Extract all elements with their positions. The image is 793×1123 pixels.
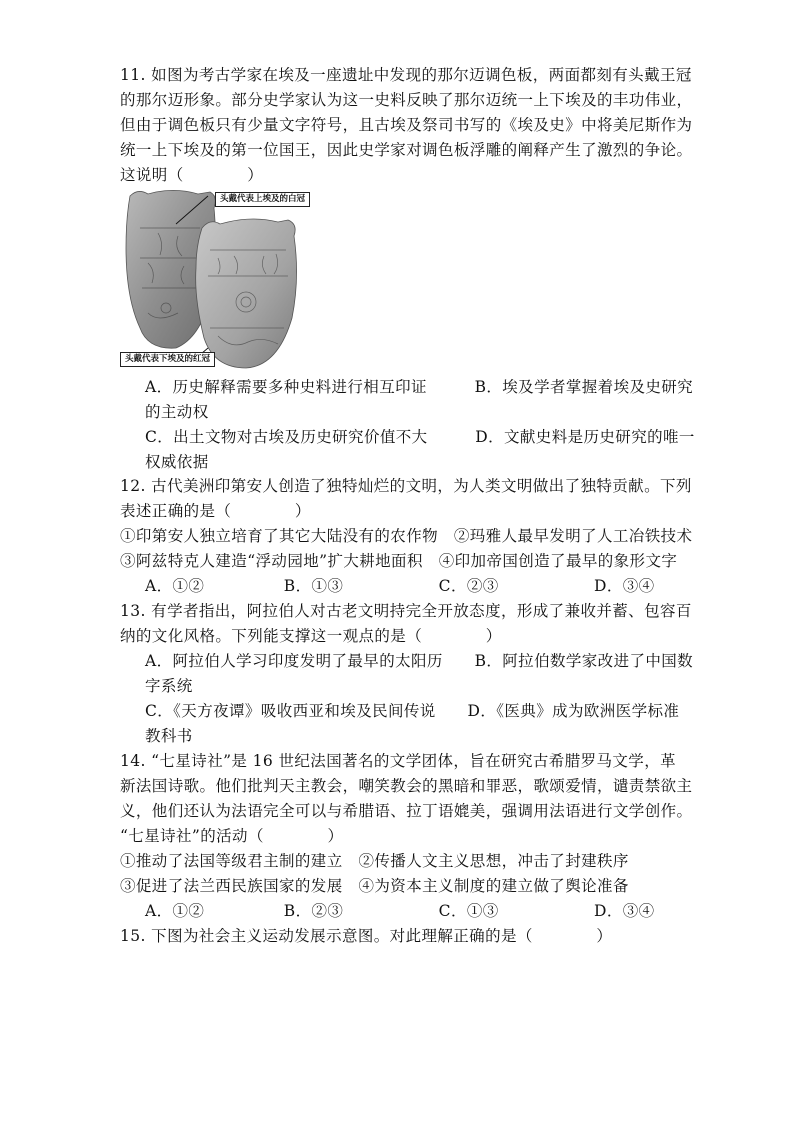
q14-stem-line: “七星诗社”的活动（ ） [120, 827, 344, 845]
q11-stem-line: 统一上下埃及的第一位国王，因此史学家对调色板浮雕的阐释产生了激烈的争论。 [120, 141, 693, 159]
q15-stem-line: 15. 下图为社会主义运动发展示意图。对此理解正确的是（ ） [120, 927, 613, 945]
red-crown-caption: 头戴代表下埃及的红冠 [120, 352, 215, 367]
q13-option-line: 教科书 [145, 727, 193, 745]
q14-stem-line: 14. “七星诗社”是 16 世纪法国著名的文学团体，旨在研究古希腊罗马文学，革 [120, 752, 677, 770]
narmer-palette-image [118, 188, 318, 370]
q11-option-line: 权威依据 [145, 453, 209, 471]
white-crown-caption: 头戴代表上埃及的白冠 [215, 192, 310, 207]
q14-statement-line: ①推动了法国等级君主制的建立 ②传播人文主义思想，冲击了封建秩序 [120, 852, 629, 870]
q11-option-line: C．出土文物对古埃及历史研究价值不大 D．文献史料是历史研究的唯一 [145, 428, 695, 446]
q14-stem-line: 新法国诗歌。他们批判天主教会，嘲笑教会的黑暗和罪恶，歌颂爱情，谴责禁欲主 [120, 777, 693, 795]
q12-statement-line: ①印第安人独立培育了其它大陆没有的农作物 ②玛雅人最早发明了人工冶铁技术 [120, 527, 693, 545]
q13-stem-line: 纳的文化风格。下列能支撑这一观点的是（ ） [120, 627, 502, 645]
q12-stem-line: 表述正确的是（ ） [120, 502, 311, 520]
q12-stem-line: 12. 古代美洲印第安人创造了独特灿烂的文明，为人类文明做出了独特贡献。下列 [120, 477, 692, 495]
q13-option-line: 字系统 [145, 677, 193, 695]
q14-statement-line: ③促进了法兰西民族国家的发展 ④为资本主义制度的建立做了舆论准备 [120, 877, 629, 895]
narmer-palette-figure [118, 188, 318, 370]
q13-option-line: C．《天方夜谭》吸收西亚和埃及民间传说 D．《医典》成为欧洲医学标准 [145, 702, 680, 720]
q14-options: A．①② B．②③ C．①③ D．③④ [145, 902, 655, 920]
q11-stem-line: 11. 如图为考古学家在埃及一座遗址中发现的那尔迈调色板，两面都刻有头戴王冠 [120, 66, 692, 84]
q11-stem-line: 的那尔迈形象。部分史学家认为这一史料反映了那尔迈统一上下埃及的丰功伟业， [120, 91, 693, 109]
q11-stem-line: 这说明（ ） [120, 166, 264, 184]
q11-option-line: 的主动权 [145, 403, 209, 421]
q12-statement-line: ③阿兹特克人建造“浮动园地”扩大耕地面积 ④印加帝国创造了最早的象形文字 [120, 552, 678, 570]
q11-stem-line: 但由于调色板只有少量文字符号，且古埃及祭司书写的《埃及史》中将美尼斯作为 [120, 116, 693, 134]
q12-options: A．①② B．①③ C．②③ D．③④ [145, 577, 655, 595]
q14-stem-line: 义，他们还认为法语完全可以与希腊语、拉丁语媲美，强调用法语进行文学创作。 [120, 802, 693, 820]
q11-option-line: A．历史解释需要多种史料进行相互印证 B．埃及学者掌握着埃及史研究 [145, 378, 694, 396]
q13-option-line: A．阿拉伯人学习印度发明了最早的太阳历 B．阿拉伯数学家改进了中国数 [145, 652, 694, 670]
q13-stem-line: 13. 有学者指出，阿拉伯人对古老文明持完全开放态度，形成了兼收并蓄、包容百 [120, 602, 692, 620]
